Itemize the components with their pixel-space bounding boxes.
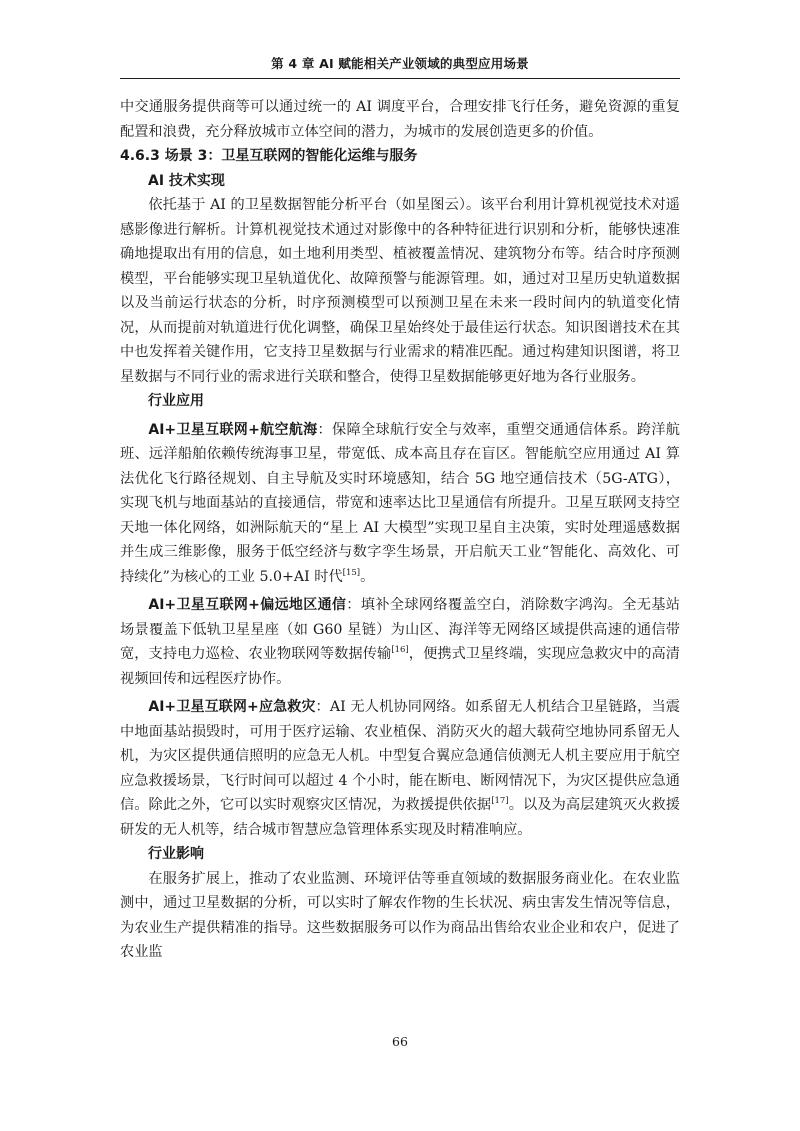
text-aviation: ：保障全球航行安全与效率，重塑交通通信体系。跨洋航班、远洋船舶依赖传统海事卫星，带宽低、成本高且存在盲区。智能航空应用通过 AI 算法优化飞行路径规划、自主导航及实时环境感知，结合 5G 地空通信技术（5G-ATG），实现飞机与地面基站的直接通信，带宽和速率达比卫星通信有所提升。卫星互联网支持空天地一体化网络，如洲际航天的“星上 AI 大模型”实现卫星自主决策，实时处理遥感数据并生成三维影像，服务于低空经济与数字孪生场景，开启航天工业“智能化、高效化、可持续化”为核心的工业 5.0+AI 时代 bbox=[120, 421, 680, 585]
paragraph-industry-impact: 在服务扩展上，推动了农业监测、环境评估等垂直领域的数据服务商业化。在农业监测中，通过卫星数据的分析，可以实时了解农作物的生长状况、病虫害发生情况等信息，为农业生产提供精准的指导。这些数据服务可以作为商品出售给农业企业和农户，促进了农业监 bbox=[120, 870, 680, 960]
end-emergency: 。以及为高层建筑灭火救援研发的无人机等，结合城市智慧应急管理体系实现及时精准响应。 bbox=[120, 797, 680, 838]
lead-remote: AI+卫星互联网+偏远地区通信 bbox=[148, 597, 347, 613]
subheading-industry-impact: 行业影响 bbox=[148, 846, 204, 862]
continuation-paragraph: 中交通服务提供商等可以通过统一的 AI 调度平台，合理安排飞行任务，避免资源的重复配置和浪费，充分释放城市立体空间的潜力，为城市的发展创造更多的价值。 bbox=[120, 99, 680, 140]
end-aviation: 。 bbox=[360, 568, 375, 585]
paragraph-remote bbox=[120, 593, 680, 691]
page-number: 66 bbox=[392, 1034, 408, 1049]
text-remote: ：填补全球网络覆盖空白，消除数字鸿沟。全无基站场景覆盖下低轨卫星星座（如 G60 星链）为山区、海洋等无网络区域提供高速的通信带宽，支持电力巡检、农业物联网等数据传输 bbox=[120, 597, 680, 662]
citation-15: [15] bbox=[342, 567, 361, 578]
subheading-industry-app: 行业应用 bbox=[148, 393, 204, 409]
text-emergency: ：AI 无人机协同网络。如系留无人机结合卫星链路，当震中地面基站损毁时，可用于医疗运输、农业植保、消防灭火的超大载荷空地协同系留无人机，为灾区提供通信照明的应急无人机。中型复合翼应急通信侦测无人机主要应用于航空应急救援场景，飞行时间可以超过 4 个小时，能在断电、断网情况下，为灾区提供应急通信。除此之外，它可以实时观察灾区情况，为救援提供依据 bbox=[120, 699, 680, 813]
subheading-ai-tech: AI 技术实现 bbox=[148, 172, 225, 189]
end-remote: ，便携式卫星终端，实现应急救灾中的高清视频回传和远程医疗协作。 bbox=[120, 646, 680, 687]
running-header: 第 4 章 AI 赋能相关产业领域的典型应用场景 bbox=[271, 56, 529, 71]
citation-17: [17] bbox=[491, 796, 509, 806]
page-content bbox=[120, 95, 680, 965]
paragraph-emergency bbox=[120, 695, 680, 842]
lead-aviation: AI+卫星互联网+航空航海 bbox=[148, 421, 318, 438]
section-heading: 4.6.3 场景 3：卫星互联网的智能化运维与服务 bbox=[120, 148, 418, 164]
lead-emergency: AI+卫星互联网+应急救灾 bbox=[148, 699, 316, 715]
header-rule bbox=[120, 78, 680, 79]
paragraph-ai-tech: 依托基于 AI 的卫星数据智能分析平台（如星图云）。该平台利用计算机视觉技术对遥感影像进行解析。计算机视觉技术通过对影像中的各种特征进行识别和分析，能够快速准确地提取出有用的信息，如土地利用类型、植被覆盖情况、建筑物分布等。结合时序预测模型，平台能够实现卫星轨道优化、故障预警与能源管理。如，通过对卫星历史轨道数据以及当前运行状态的分析，时序预测模型可以预测卫星在未来一段时间内的轨道变化情况，从而提前对轨道进行优化调整，确保卫星始终处于最佳运行状态。知识图谱技术在其中也发挥着关键作用，它支持卫星数据与行业需求的精准匹配。通过构建知识图谱，将卫星数据与不同行业的需求进行关联和整合，使得卫星数据能够更好地为各行业服务。 bbox=[120, 197, 680, 385]
citation-16: [16] bbox=[391, 645, 409, 655]
paragraph-aviation bbox=[120, 418, 680, 590]
